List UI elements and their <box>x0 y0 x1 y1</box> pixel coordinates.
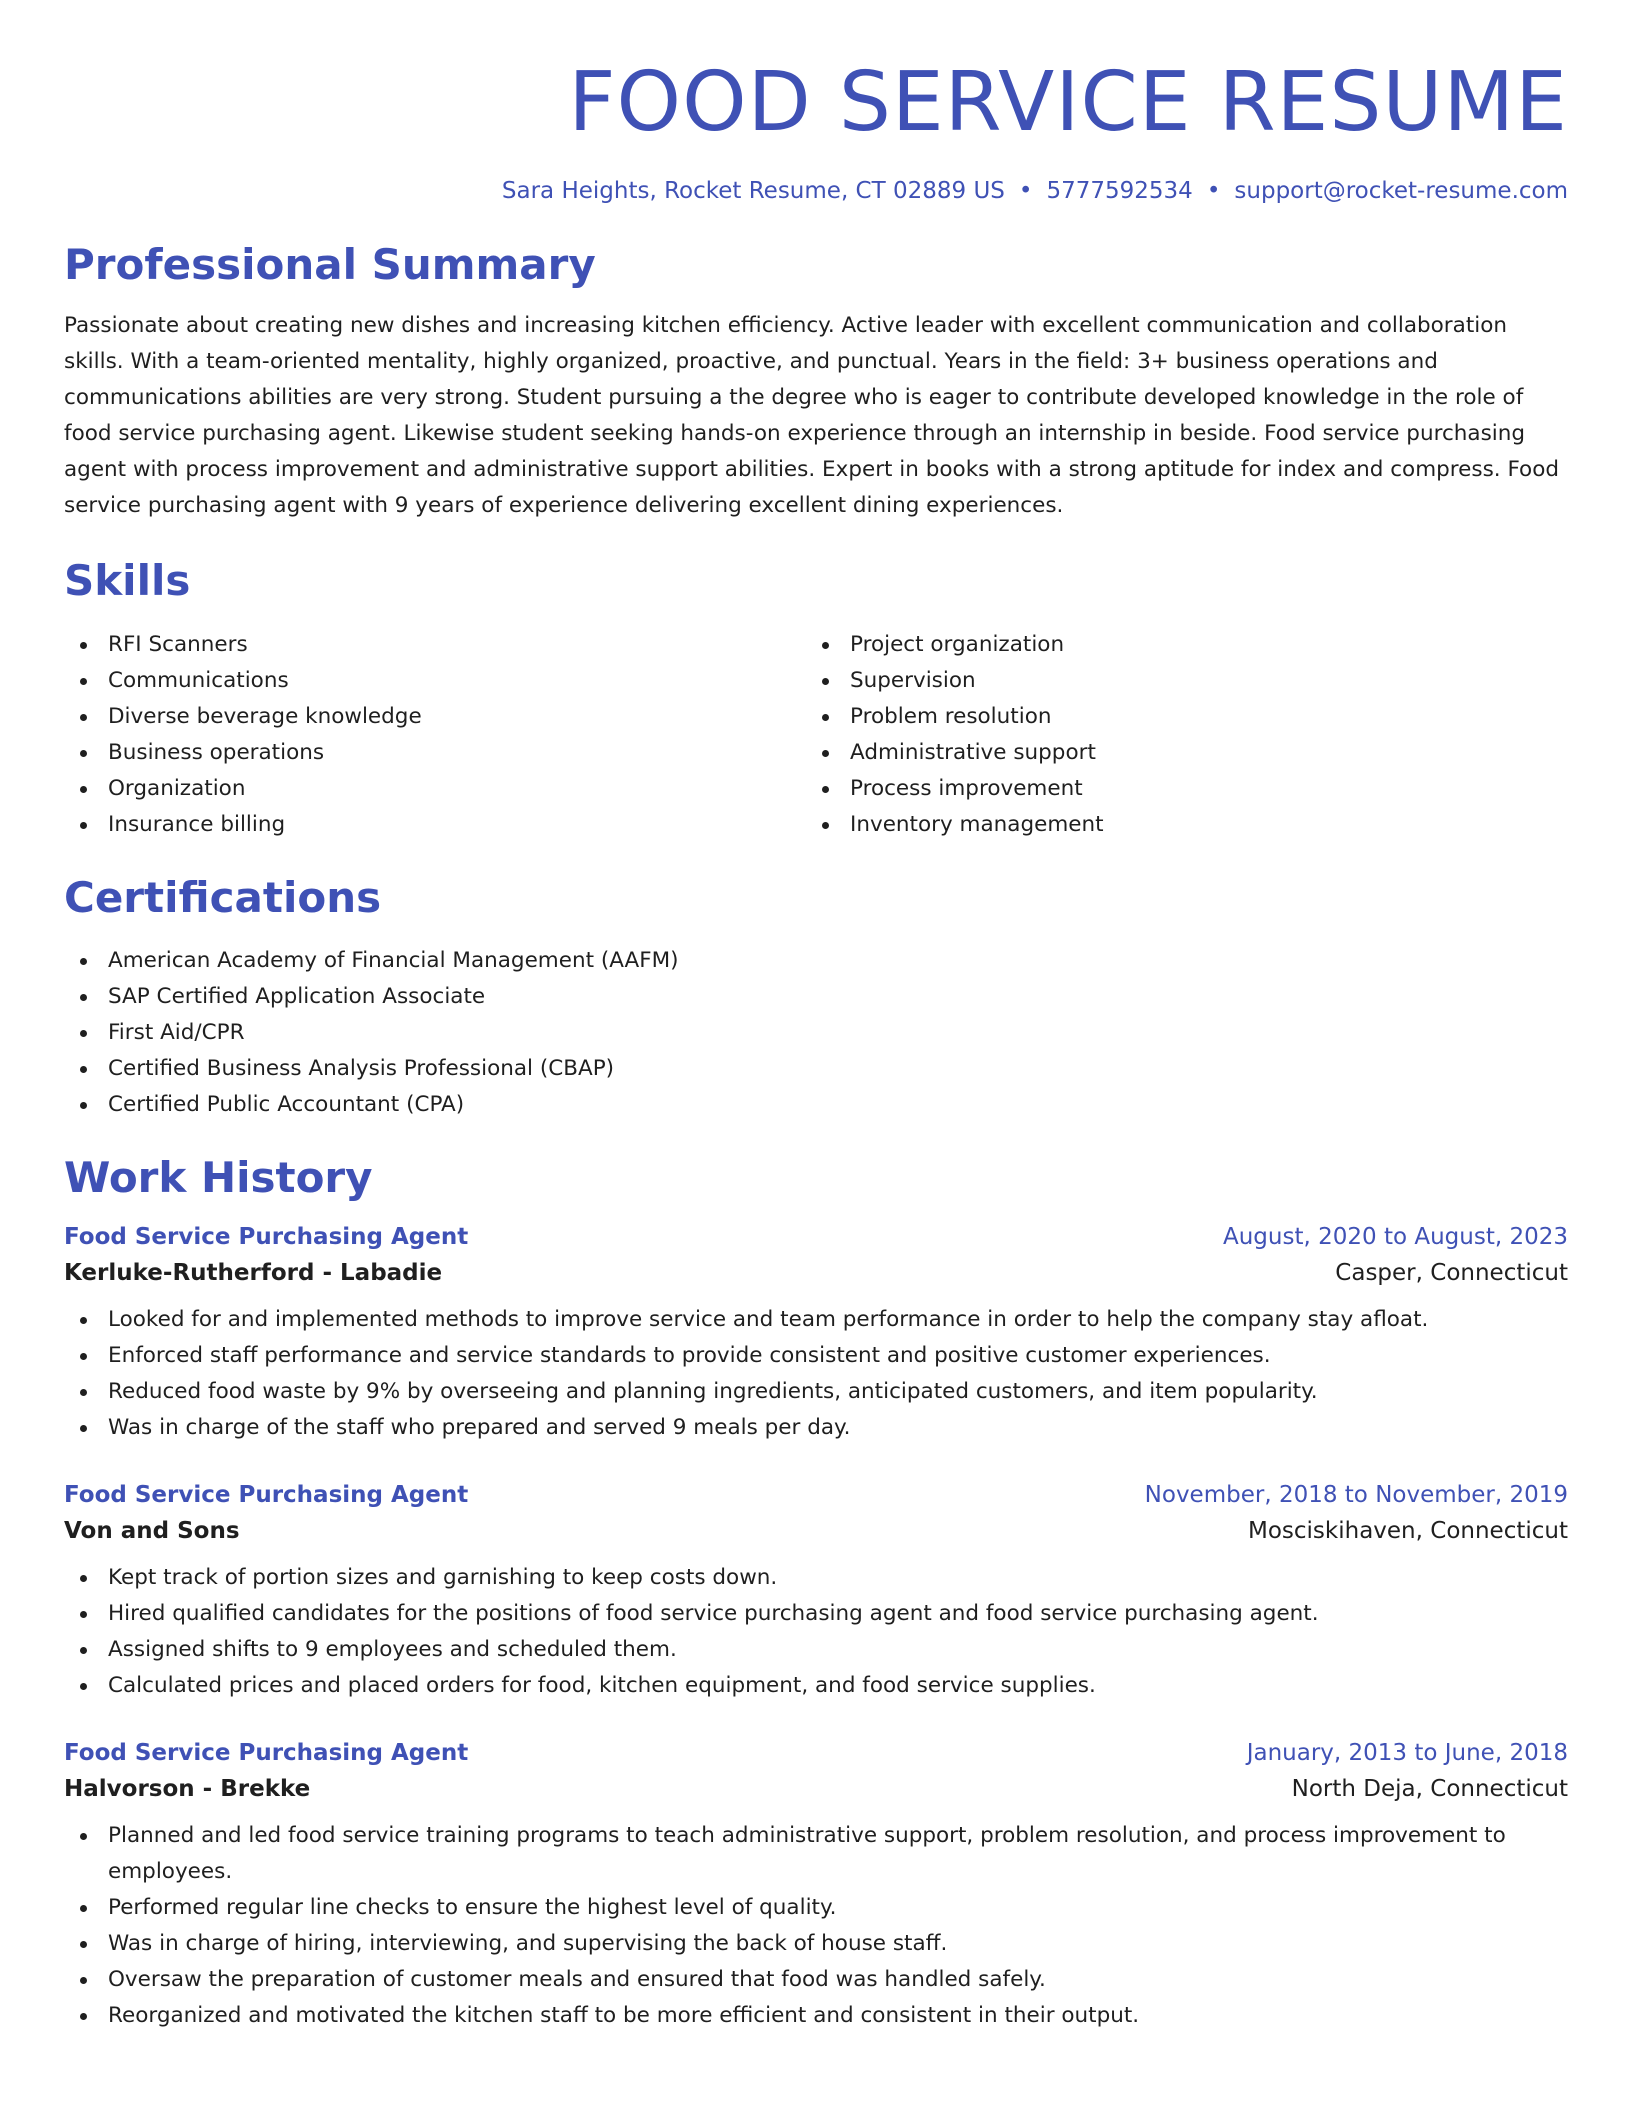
job-bullet: Planned and led food service training programs to teach administrative support, problem resolution, and process improvement to employees. <box>64 1818 1568 1890</box>
skill-item: Inventory management <box>806 807 1548 843</box>
certifications-list <box>64 943 1568 1123</box>
job-company: Halvorson - Brekke <box>64 1775 311 1802</box>
skill-item: Business operations <box>64 735 806 771</box>
job-bullets <box>64 1818 1568 2034</box>
resume-page <box>64 0 1568 2034</box>
job-bullets <box>64 1560 1568 1704</box>
contact-line <box>64 178 1568 204</box>
job-location: Casper, Connecticut <box>1335 1259 1568 1286</box>
certifications-heading: Certifications <box>64 872 382 922</box>
skills-heading: Skills <box>64 556 191 606</box>
job-bullet: Performed regular line checks to ensure the highest level of quality. <box>64 1890 1568 1926</box>
job-bullet: Was in charge of the staff who prepared and served 9 meals per day. <box>64 1410 1568 1446</box>
job-dates: August, 2020 to August, 2023 <box>1223 1223 1568 1250</box>
job-entry <box>64 1482 1568 1704</box>
contact-separator: • <box>1206 178 1221 204</box>
job-location: Mosciskihaven, Connecticut <box>1248 1517 1568 1544</box>
job-title: Food Service Purchasing Agent <box>64 1739 469 1766</box>
skills-columns <box>64 627 1568 843</box>
certification-item: SAP Certified Application Associate <box>64 979 1568 1015</box>
skill-item: Diverse beverage knowledge <box>64 699 806 735</box>
contact-address: Sara Heights, Rocket Resume, CT 02889 US <box>501 178 1005 204</box>
job-company: Von and Sons <box>64 1517 240 1544</box>
job-title: Food Service Purchasing Agent <box>64 1481 469 1508</box>
job-dates: November, 2018 to November, 2019 <box>1144 1481 1568 1508</box>
skill-item: Supervision <box>806 663 1548 699</box>
job-company: Kerluke-Rutherford - Labadie <box>64 1259 443 1286</box>
resume-name: FOOD SERVICE RESUME <box>568 55 1568 150</box>
skill-item: Insurance billing <box>64 807 806 843</box>
skill-item: Administrative support <box>806 735 1548 771</box>
job-entry <box>64 1224 1568 1446</box>
skill-item: Communications <box>64 663 806 699</box>
job-title: Food Service Purchasing Agent <box>64 1223 469 1250</box>
job-bullet: Hired qualified candidates for the positions of food service purchasing agent and food service purchasing agent. <box>64 1596 1568 1632</box>
skill-item: Problem resolution <box>806 699 1548 735</box>
job-entry <box>64 1740 1568 2034</box>
job-bullet: Assigned shifts to 9 employees and scheduled them. <box>64 1632 1568 1668</box>
skill-item: Project organization <box>806 627 1548 663</box>
skill-item: RFI Scanners <box>64 627 806 663</box>
skills-list-right <box>806 627 1548 843</box>
job-dates: January, 2013 to June, 2018 <box>1246 1739 1568 1766</box>
job-bullet: Was in charge of hiring, interviewing, and supervising the back of house staff. <box>64 1926 1568 1962</box>
contact-phone[interactable]: 5777592534 <box>1046 178 1193 204</box>
certification-item: Certified Public Accountant (CPA) <box>64 1087 1568 1123</box>
certification-item: American Academy of Financial Management (AAFM) <box>64 943 1568 979</box>
summary-heading: Professional Summary <box>64 240 596 289</box>
job-bullet: Kept track of portion sizes and garnishing to keep costs down. <box>64 1560 1568 1596</box>
skill-item: Process improvement <box>806 771 1548 807</box>
work-history-heading: Work History <box>64 1153 373 1203</box>
summary-text: Passionate about creating new dishes and increasing kitchen efficiency. Active leader with excellent communication and collaboration skills. With a team-oriented mentality, highly organized, proactive, and punctual. Years in the field: 3+ business operations and communications abilities are very strong. Student pursuing a the degree who is eager to contribute developed knowledge in the role of food service purchasing agent. Likewise student seeking hands-on experience through an internship in beside. Food service purchasing agent with process improvement and administrative support abilities. Expert in books with a strong aptitude for index and compress. Food service purchasing agent with 9 years of experience delivering excellent dining experiences. <box>64 313 1560 519</box>
job-bullet: Reorganized and motivated the kitchen staff to be more efficient and consistent in their output. <box>64 1998 1568 2034</box>
job-bullet: Calculated prices and placed orders for food, kitchen equipment, and food service supplies. <box>64 1668 1568 1704</box>
contact-separator: • <box>1018 178 1033 204</box>
certification-item: First Aid/CPR <box>64 1015 1568 1051</box>
skills-list-left <box>64 627 806 843</box>
skill-item: Organization <box>64 771 806 807</box>
job-bullet: Reduced food waste by 9% by overseeing and planning ingredients, anticipated customers, and item popularity. <box>64 1374 1568 1410</box>
contact-email[interactable]: support@rocket-resume.com <box>1234 178 1568 204</box>
job-bullet: Oversaw the preparation of customer meals and ensured that food was handled safely. <box>64 1962 1568 1998</box>
job-bullets <box>64 1302 1568 1446</box>
job-bullet: Looked for and implemented methods to improve service and team performance in order to help the company stay afloat. <box>64 1302 1568 1338</box>
job-bullet: Enforced staff performance and service standards to provide consistent and positive customer experiences. <box>64 1338 1568 1374</box>
job-location: North Deja, Connecticut <box>1291 1775 1568 1802</box>
certification-item: Certified Business Analysis Professional (CBAP) <box>64 1051 1568 1087</box>
